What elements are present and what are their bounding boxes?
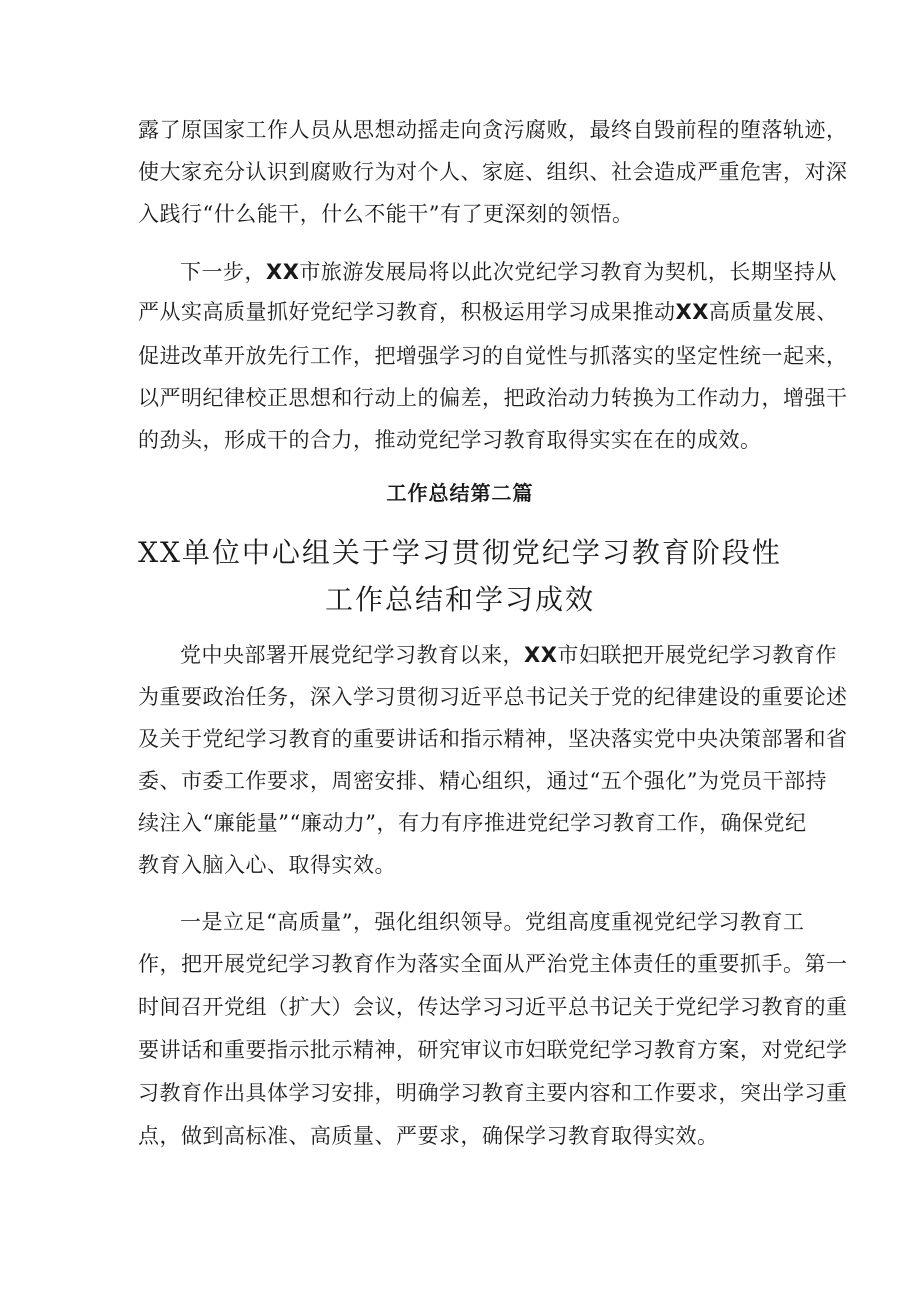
text-line: 为重要政治任务，深入学习贯彻习近平总书记关于党的纪律建设的重要论述 [138,685,848,709]
text-line: 时间召开党组（扩大）会议，传达学习习近平总书记关于党纪学习教育的重 [138,995,848,1019]
text-line: 的劲头，形成干的合力，推动党纪学习教育取得实实在在的成效。 [138,428,762,452]
text-line: 严从实高质量抓好党纪学习教育，积极运用学习成果推动XX高质量发展、 [138,300,838,324]
text-line: 要讲话和重要指示批示精神，研究审议市妇联党纪学习教育方案，对党纪学 [138,1038,848,1062]
text-line: 使大家充分认识到腐败行为对个人、家庭、组织、社会造成严重危害，对深 [138,160,848,184]
text-line: 下一步，XX市旅游发展局将以此次党纪学习教育为契机，长期坚持从 [180,260,837,284]
text-line: 续注入“廉能量”“廉动力”，有力有序推进党纪学习教育工作，确保党纪 [138,811,807,835]
text-line: 点，做到高标准、高质量、严要求，确保学习教育取得实效。 [138,1124,719,1148]
text-line: 以严明纪律校正思想和行动上的偏差，把政治动力转换为工作动力，增强干 [138,386,848,410]
title-line-1: XX单位中心组关于学习贯彻党纪学习教育阶段性 [138,536,782,569]
section-label: 工作总结第二篇 [386,481,534,505]
text-line: 教育入脑入心、取得实效。 [138,853,396,877]
text-line: 作，把开展党纪学习教育作为落实全面从严治党主体责任的重要抓手。第一 [138,952,848,976]
text-line: 入践行“什么能干，什么不能干”有了更深刻的领悟。 [138,202,634,226]
text-line: 露了原国家工作人员从思想动摇走向贪污腐败，最终自毁前程的堕落轨迹， [138,118,848,142]
text-line: 党中央部署开展党纪学习教育以来，XX市妇联把开展党纪学习教育作 [180,643,837,667]
text-line: 促进改革开放先行工作，把增强学习的自觉性与抓落实的坚定性统一起来， [138,344,848,368]
text-line: 一是立足“高质量”，强化组织领导。党组高度重视党纪学习教育工 [180,910,805,934]
text-line: 委、市委工作要求，周密安排、精心组织，通过“五个强化”为党员干部持 [138,769,827,793]
text-line: 及关于党纪学习教育的重要讲话和指示精神，坚决落实党中央决策部署和省 [138,727,848,751]
text-line: 习教育作出具体学习安排，明确学习教育主要内容和工作要求，突出学习重 [138,1081,848,1105]
title-line-2: 工作总结和学习成效 [324,583,595,616]
